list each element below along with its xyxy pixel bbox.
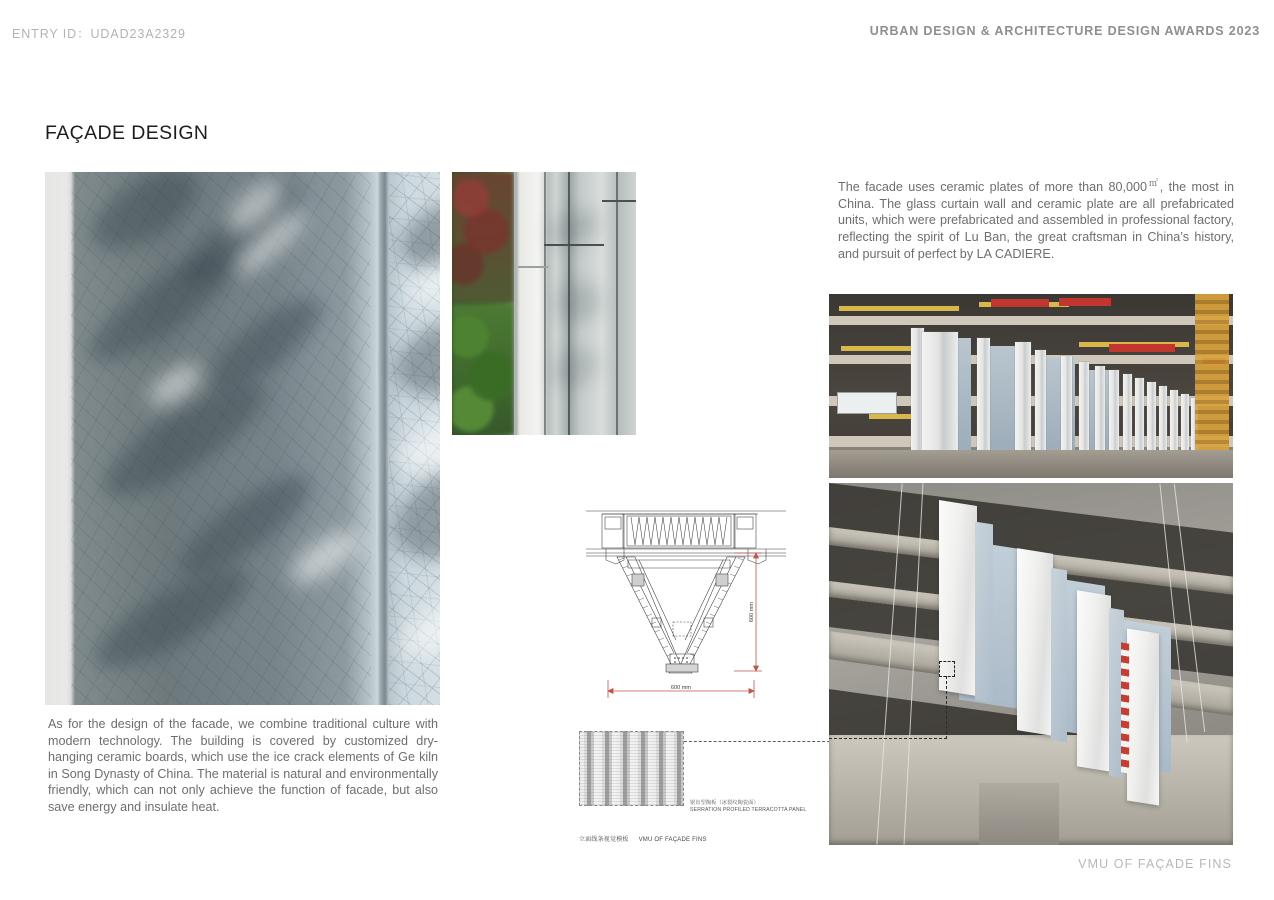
facade-fin (1109, 370, 1119, 450)
facade-fin (1181, 394, 1189, 450)
facade-design-paragraph: As for the design of the facade, we combine traditional culture with modern technology. The building is covered by customized dry-hanging ceramic boards, which use the ice crack elements of Ge kiln in Song Dynasty of China. The material is natural and environmentally friendly, which can not only achieve the function of facade, but also save energy and insulate heat. (48, 717, 438, 814)
fin-mullion (544, 172, 546, 435)
terracotta-panel-swatch-block (579, 731, 684, 806)
bottom-right-caption: VMU OF FAÇADE FINS (1078, 857, 1232, 871)
facade-fin (1061, 356, 1072, 450)
facade-fin (1077, 590, 1111, 771)
facade-fin (1035, 350, 1046, 450)
facade-fin (977, 338, 990, 450)
photo-ceramic-panels (45, 172, 440, 705)
facade-fin (922, 332, 958, 450)
foliage-reflection-green (452, 304, 514, 435)
panel-caption (690, 800, 840, 814)
entry-id-label: ENTRY ID：UDAD23A2329 (12, 27, 186, 41)
paragraph-text-part2: , the most in China. The glass curtain wall and ceramic plate are all prefabricated units, which were prefabricated and assembled in professional factory, reflecting the spirit of Lu Ban, the great craftsman in China’s history, and pursuit of perfect by LA CADIERE. (838, 180, 1234, 261)
concrete-slab (829, 355, 1233, 364)
facade-materials-paragraph (838, 175, 1234, 262)
photo-facade-fin-detail (452, 172, 636, 435)
facade-fin (1170, 390, 1178, 450)
vmu-caption-cn: 立面线条视觉模板 (579, 837, 629, 843)
facade-fin (1017, 548, 1053, 736)
facade-fin (1135, 378, 1144, 450)
leader-line-horizontal (684, 741, 830, 742)
vmu-caption-en: VMU OF FAÇADE FINS (638, 837, 707, 843)
fin-joint-line (518, 266, 548, 268)
photo-construction-site (829, 294, 1233, 478)
ground-podium (829, 450, 1233, 478)
detail-callout-marker (939, 661, 955, 677)
suspended-cradle (837, 392, 897, 414)
paragraph-text-part1: The facade uses ceramic plates of more than 80,000 (838, 180, 1148, 195)
facade-fin-side (1051, 568, 1067, 743)
callout-leader-line (946, 676, 947, 739)
dimension-horizontal-label: 600 mm (670, 685, 692, 691)
facade-fin (1147, 382, 1156, 450)
awards-title: URBAN DESIGN & ARCHITECTURE DESIGN AWARDS 2023 (869, 24, 1260, 38)
red-banner (1059, 298, 1111, 306)
fin-joint-line (602, 200, 636, 202)
dimension-vertical-label: 600 mm (749, 601, 755, 623)
fin-mullion (616, 172, 618, 435)
red-warning-strip (1121, 642, 1129, 773)
facade-fin (1123, 374, 1132, 450)
facade-fin-section-drawing (586, 508, 786, 708)
page-title: FAÇADE DESIGN (45, 122, 209, 144)
facade-fin (1079, 362, 1089, 450)
panel-caption-cn: 锯齿型陶板（冰裂纹陶瓷面） (690, 800, 759, 806)
facade-fin-side (975, 522, 993, 703)
facade-fin (1159, 386, 1167, 450)
section-drawing-svg (586, 508, 786, 708)
panel-caption-en: SERRATION PROFILED TERRACOTTA PANEL (690, 807, 807, 813)
fin-mullion (514, 172, 517, 435)
concrete-column (979, 783, 1059, 845)
safety-railing (839, 306, 959, 311)
photo-facade-fins-underside (829, 483, 1233, 845)
serration-panel-swatch (579, 731, 684, 806)
facade-fin (1015, 342, 1031, 450)
red-banner (991, 299, 1049, 307)
concrete-slab (829, 316, 1233, 325)
callout-leader-line (829, 738, 947, 739)
facade-fin (1127, 628, 1159, 805)
red-banner (1109, 344, 1175, 352)
foliage-reflection-red (452, 172, 514, 304)
square-meter-unit: ㎡ (1147, 178, 1160, 188)
facade-fin (1095, 366, 1105, 450)
vmu-caption (579, 834, 707, 843)
